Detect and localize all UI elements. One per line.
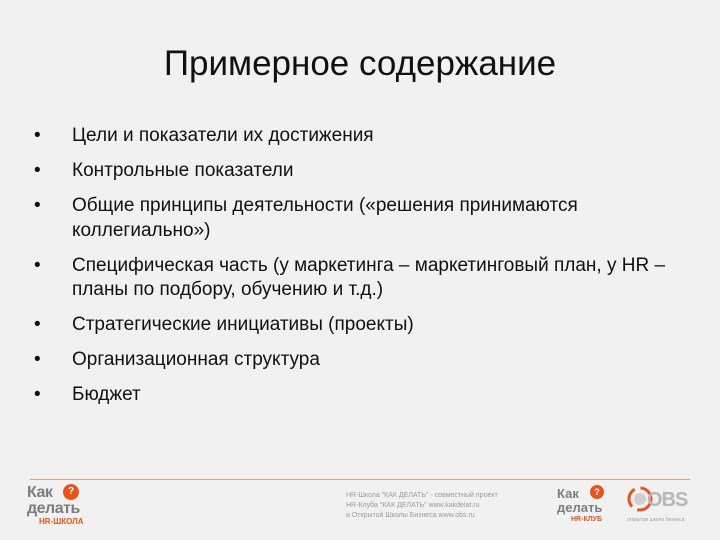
kakdelat-hr-club-logo bbox=[557, 484, 615, 530]
bullet-text: Цели и показатели их достижения bbox=[72, 125, 374, 146]
obs-letters: OBS bbox=[647, 489, 688, 511]
bullet-text: Специфическая часть (у маркетинга – маркетинговый план, у HR – планы по подбору, обучению и т.д.) bbox=[72, 254, 666, 300]
bullet-text: Стратегические инициативы (проекты) bbox=[72, 314, 414, 335]
footer-credit-line: HR-Клуба "КАК ДЕЛАТЬ" www.kakdelat.ru bbox=[346, 502, 480, 509]
logo-subtitle: HR-КЛУБ bbox=[571, 516, 603, 523]
kakdelat-hr-school-logo bbox=[27, 482, 97, 530]
footer-credit-line: HR-Школа "КАК ДЕЛАТЬ" - совместный проект bbox=[346, 492, 498, 499]
bullet-list bbox=[34, 124, 694, 418]
question-badge-icon: ? bbox=[63, 484, 79, 500]
bullet-text: Организационная структура bbox=[72, 349, 320, 370]
bullet-item bbox=[34, 313, 694, 338]
bullet-marker: • bbox=[34, 384, 41, 405]
bullet-item bbox=[34, 159, 694, 184]
bullet-item bbox=[34, 383, 694, 408]
bullet-text: Бюджет bbox=[72, 384, 141, 405]
obs-subtitle: открытая школа бизнеса bbox=[627, 517, 685, 523]
footer-credits bbox=[346, 491, 536, 521]
footer-divider bbox=[30, 479, 690, 480]
footer-credit-line: и Открытой Школы Бизнеса www.obs.ru bbox=[346, 512, 475, 519]
logo-word-2: делать bbox=[27, 500, 80, 517]
bullet-marker: • bbox=[34, 314, 41, 335]
question-badge-icon: ? bbox=[590, 485, 604, 499]
bullet-text: Общие принципы деятельности («решения принимаются коллегиально») bbox=[72, 195, 578, 241]
logo-subtitle: HR-ШКОЛА bbox=[39, 517, 84, 526]
logo-word-2: делать bbox=[557, 500, 603, 515]
bullet-item bbox=[34, 124, 694, 149]
bullet-marker: • bbox=[34, 125, 41, 146]
bullet-marker: • bbox=[34, 349, 41, 370]
bullet-marker: • bbox=[34, 254, 41, 276]
bullet-marker: • bbox=[34, 160, 41, 181]
bullet-item bbox=[34, 348, 694, 373]
bullet-item bbox=[34, 194, 694, 243]
bullet-item bbox=[34, 254, 694, 303]
obs-logo bbox=[627, 485, 707, 529]
bullet-text: Контрольные показатели bbox=[72, 160, 294, 181]
slide-title: Примерное содержание bbox=[163, 44, 557, 83]
logo-word-1: Как bbox=[557, 486, 579, 501]
logo-word-1: Как bbox=[27, 484, 53, 501]
bullet-marker: • bbox=[34, 195, 41, 216]
